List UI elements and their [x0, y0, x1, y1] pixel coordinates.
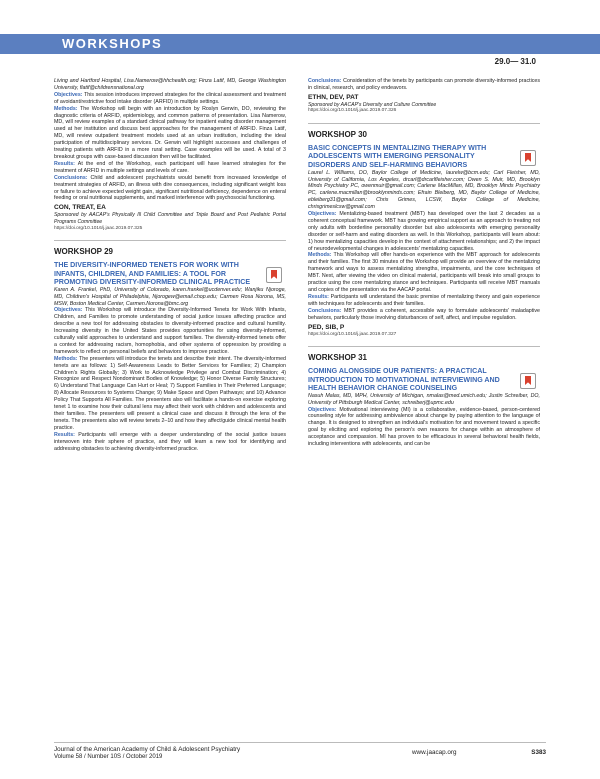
ws29-conclusions [308, 78, 540, 92]
ws28-objectives [54, 92, 286, 106]
ws28-sponsor: Sponsored by AACAP's Physically Ill Child Committee and Triple Board and Post Pediatric Portal Programs Committee [54, 212, 286, 225]
ws29-methods-text: The presenters will introduce the tenets and describe their intent. The diversity-informed tenets are as follows: 1) Self-Awareness Leads to Better Services for Families; 2) Champion Children's Rights Globally; 3) Work to Acknowledge Privilege and Combat Discrimination; 4) Recognize and Respect Nondominant Bodies of Knowledge; 5) Honor Diverse Family Structures; 6) Understand That Language Can Hurt or Heal; 7) Support Families in Their Preferred Language; 8) Allocate Resources to Systems Change; 9) Make Space and Open Pathways; and 10) Advance Policy That Supports All Families. The presenters also will facilitate a hands-on exercise exploring tenet 1 to examine how their cultural lens may affect their work with children and adolescents and their families. The presenters will present a clinical case and discuss it through the lens of the tenets. The presenters also will review tenets 2–10 and how they affect/guide clinical mental health practice. [54, 355, 286, 431]
ws29-doi-link[interactable]: https://doi.org/10.1016/j.jaac.2019.07.326 [308, 108, 397, 114]
ws28-methods [54, 106, 286, 161]
bookmark-icon[interactable] [520, 150, 536, 166]
page-footer [54, 742, 546, 761]
ws29-results [54, 432, 286, 453]
objectives-label: Objectives: [308, 211, 337, 218]
left-column [54, 78, 286, 452]
methods-label: Methods: [308, 252, 332, 259]
ws29-results-text: Participants will emerge with a deeper understanding of the social justice issues interwoven into their sphere of practice, and they will learn a new tool for identifying and addressing obstacles to achieving diversity-informed practice. [54, 431, 286, 452]
ws30-methods-text: This Workshop will offer hands-on experience with the MBT approach for adolescents and their families. The first 30 minutes of the Workshop will provide an overview of the mentalizing framework and ways to assess mentalizing strengths, impairments, and the core techniques of MBT. Next, after viewing the video on clinical material, participants will break into small groups to practice using the core mentalizing stance and techniques. Participants will receive MBT manuals and copies of the presentation via the AACAP portal. [308, 252, 540, 293]
ws29-title: THE DIVERSITY-INFORMED TENETS FOR WORK WITH INFANTS, CHILDREN, AND FAMILIES: A TOOL FOR PROMOTING DIVERSITY-INFORMED CLINICAL PRACTICE [54, 260, 251, 287]
conclusions-label: Conclusions: [308, 78, 342, 84]
ws29-objectives-text: This Workshop will introduce the Diversity-Informed Tenets for Work With Infants, Children, and Families to promote understanding of social justice issues affecting practice and describe a new tool for addressing obstacles to diversity-informed practice and cultural humility. Increasing diversity in the United States provides opportunities for using diversity-informed, culturally valid approaches to understand and support families. The diversity-informed tenets offer a context for addressing racism, homophobia, and other systems of oppression by providing a framework to reflect on personal beliefs and behaviors to improve practice. [54, 307, 286, 355]
ws31-objectives-text: Motivational interviewing (MI) is a collaborative, evidence-based, person-centered counseling style for addressing ambivalence about change by paying attention to the language of change. It is designed to strengthen an individual's motivation for and movement toward a specific goal by eliciting and exploring the person's own reasons for change within an atmosphere of acceptance and compassion. MI has proven to be efficacious in several behavioral health fields, including interventions with adolescents, and can be [308, 406, 540, 448]
journal-website-link[interactable]: www.jaacap.org [412, 749, 457, 756]
results-label: Results: [54, 431, 75, 438]
ws30-keywords: PED, SIB, P [308, 323, 345, 331]
ws29-number: WORKSHOP 29 [54, 246, 113, 256]
workshop-30 [308, 123, 540, 338]
ws28-affiliations: Living and Hartford Hospital, Lisa.Namerow@hhchealth.org; Finza Latif, MD, George Washington University, flatif@childrensnational.org [54, 78, 286, 91]
ws29-sponsor: Sponsored by AACAP's Diversity and Culture Committee [308, 101, 437, 108]
ws30-number: WORKSHOP 30 [308, 129, 367, 139]
ws30-conclusions [308, 308, 540, 322]
ws28-results [54, 161, 286, 175]
results-label: Results: [54, 160, 75, 167]
ws30-title: BASIC CONCEPTS IN MENTALIZING THERAPY WITH ADOLESCENTS WITH EMERGING PERSONALITY DISORDERS AND SELF-HARMING BEHAVIORS [308, 143, 487, 169]
bookmark-icon[interactable] [520, 373, 536, 389]
ws29-conclusions-text: Consideration of the tenets by participants can promote diversity-informed practices in clinical, research, and policy endeavors. [308, 78, 540, 91]
ws30-results [308, 294, 540, 308]
section-title: WORKSHOPS [62, 36, 163, 51]
ws30-affiliations: Laurel L. Williams, DO, Baylor College of Medicine, laurelw@bcm.edu; Carl Fleisher, MD, University of California, Los Angeles, drcarl@drcarlfleisher.com; Owen S. Muir, MD, Brooklyn Minds Psychiatry PC, owenmuir@gmail.com; Carlene MacMillan, MD, Brooklyn Minds Psychiatry PC, carlene.macmillan@brooklynminds.com; Efrain Bleiberg, MD, Baylor College of Medicine, ebleiberg31@gmail.com; Chris Grimes, LCSW, Baylor College of Medicine, chrisgrimeslcsw@gmail.com [308, 169, 540, 211]
conclusions-label: Conclusions: [308, 307, 342, 314]
bookmark-icon[interactable] [266, 267, 282, 283]
ws30-objectives [308, 211, 540, 252]
workshop-28-continued [54, 78, 286, 232]
ws28-methods-text: The Workshop will begin with an introduction by Roslyn Gerwin, DO, reviewing the diagnostic criteria of ARFID, epidemiology, and common patterns of presentation. Lisa Namerow, MD, will review examples of a standard clinical pathway for inpatient eating disorder management used at her institution and discuss best approaches for the management of ARFID. Finza Latif, MD, will review outpatient treatment models used at an urban institution, including the ideal participation of multidisciplinary services. Dr. Gerwin will highlight successes and challenges of treating patients with ARFID in a more rural setting. Case examples will be used. A total of 3 breakout groups with case-based discussion then will be facilitated. [54, 105, 286, 160]
ws29-methods [54, 356, 286, 432]
ws30-objectives-text: Mentalizing-based treatment (MBT) has developed over the last 2 decades as a coherent conceptual framework. MBT has growing empirical support as an approach to treating not only adults with borderline personality disorder but also adolescents with emerging personality disorder or self-harm and eating disorders as well. In this Workshop, participants will learn about: 1) how mentalizing capacities develop in the context of attachment relationships; and 2) the impact of neurodevelopmental changes in adolescents' mentalizing capacities. [308, 211, 540, 252]
ws30-results-text: Participants will understand the basic premise of mentalizing theory and gain experience with techniques for adolescents and their families. [308, 293, 540, 307]
workshop-31 [308, 346, 540, 448]
right-column [308, 78, 540, 448]
ws28-objectives-text: This session introduces improved strategies for the clinical assessment and treatment of avoidant/restrictive food intake disorder (ARFID) in multiple settings. [54, 91, 286, 105]
ws28-keywords: CON, TREAT, EA [54, 204, 106, 212]
ws31-title: COMING ALONGSIDE OUR PATIENTS: A PRACTICAL INTRODUCTION TO MOTIVATIONAL INTERVIEWING AND HEALTH BEHAVIOR CHANGE COUNSELING [308, 366, 500, 393]
journal-name: Journal of the American Academy of Child & Adolescent Psychiatry [54, 746, 241, 753]
conclusions-label: Conclusions: [54, 174, 88, 181]
ws28-conclusions [54, 175, 286, 203]
section-banner [0, 34, 600, 54]
ws31-number: WORKSHOP 31 [308, 352, 367, 362]
ws28-results-text: At the end of the Workshop, each participant will have learned strategies for the treatment of ARFID in multiple settings and levels of care. [54, 160, 286, 174]
objectives-label: Objectives: [54, 307, 83, 314]
ws29-objectives [54, 307, 286, 355]
journal-volume: Volume 58 / Number 10S / October 2019 [54, 753, 163, 760]
ws29-affiliations: Karen A. Frankel, PhD, University of Colorado, karen.frankel@ucdenver.edu; Wanjiku Njoroge, MD, Children's Hospital of Philadelphia, Njorogew@email.chop.edu; Carmen Rosa Norona, MS, MSW, Boston Medical Center, Carmen.Norona@bmc.org [54, 286, 286, 307]
ws29-keywords: ETHN, DEV, PAT [308, 93, 359, 101]
ws28-conclusions-text: Child and adolescent psychiatrists would benefit from increased knowledge of treatment strategies of ARFID, an illness with dire consequences, including significant weight loss or failure to achieve expected weight gain, significant nutritional deficiency, dependence on enteral feeding or oral nutritional supplements, and marked interference with psychosocial functioning. [54, 174, 286, 202]
ws30-conclusions-text: MBT provides a coherent, accessible way to formulate adolescents' maladaptive behaviors, particularly those involving disturbances of self, affect, and impulse regulation. [308, 307, 540, 321]
ws31-affiliations: Nasuh Malas, MD, MPH, University of Michigan, nmalas@med.umich.edu; Justin Schreiber, DO, University of Pittsburgh Medical Center, schreiberj@upmc.edu [308, 392, 540, 406]
workshop-29-continued [308, 78, 540, 115]
ws30-methods [308, 252, 540, 293]
objectives-label: Objectives: [308, 406, 337, 413]
page-range: 29.0— 31.0 [494, 57, 536, 66]
objectives-label: Objectives: [54, 91, 83, 98]
ws30-doi-link[interactable]: https://doi.org/10.1016/j.jaac.2019.07.327 [308, 331, 397, 337]
workshop-29 [54, 240, 286, 453]
results-label: Results: [308, 293, 329, 300]
ws28-doi-link[interactable]: https://doi.org/10.1016/j.jaac.2019.07.325 [54, 225, 143, 231]
page-number: S383 [531, 749, 546, 756]
methods-label: Methods: [54, 105, 78, 112]
ws31-objectives [308, 407, 540, 448]
methods-label: Methods: [54, 355, 78, 362]
